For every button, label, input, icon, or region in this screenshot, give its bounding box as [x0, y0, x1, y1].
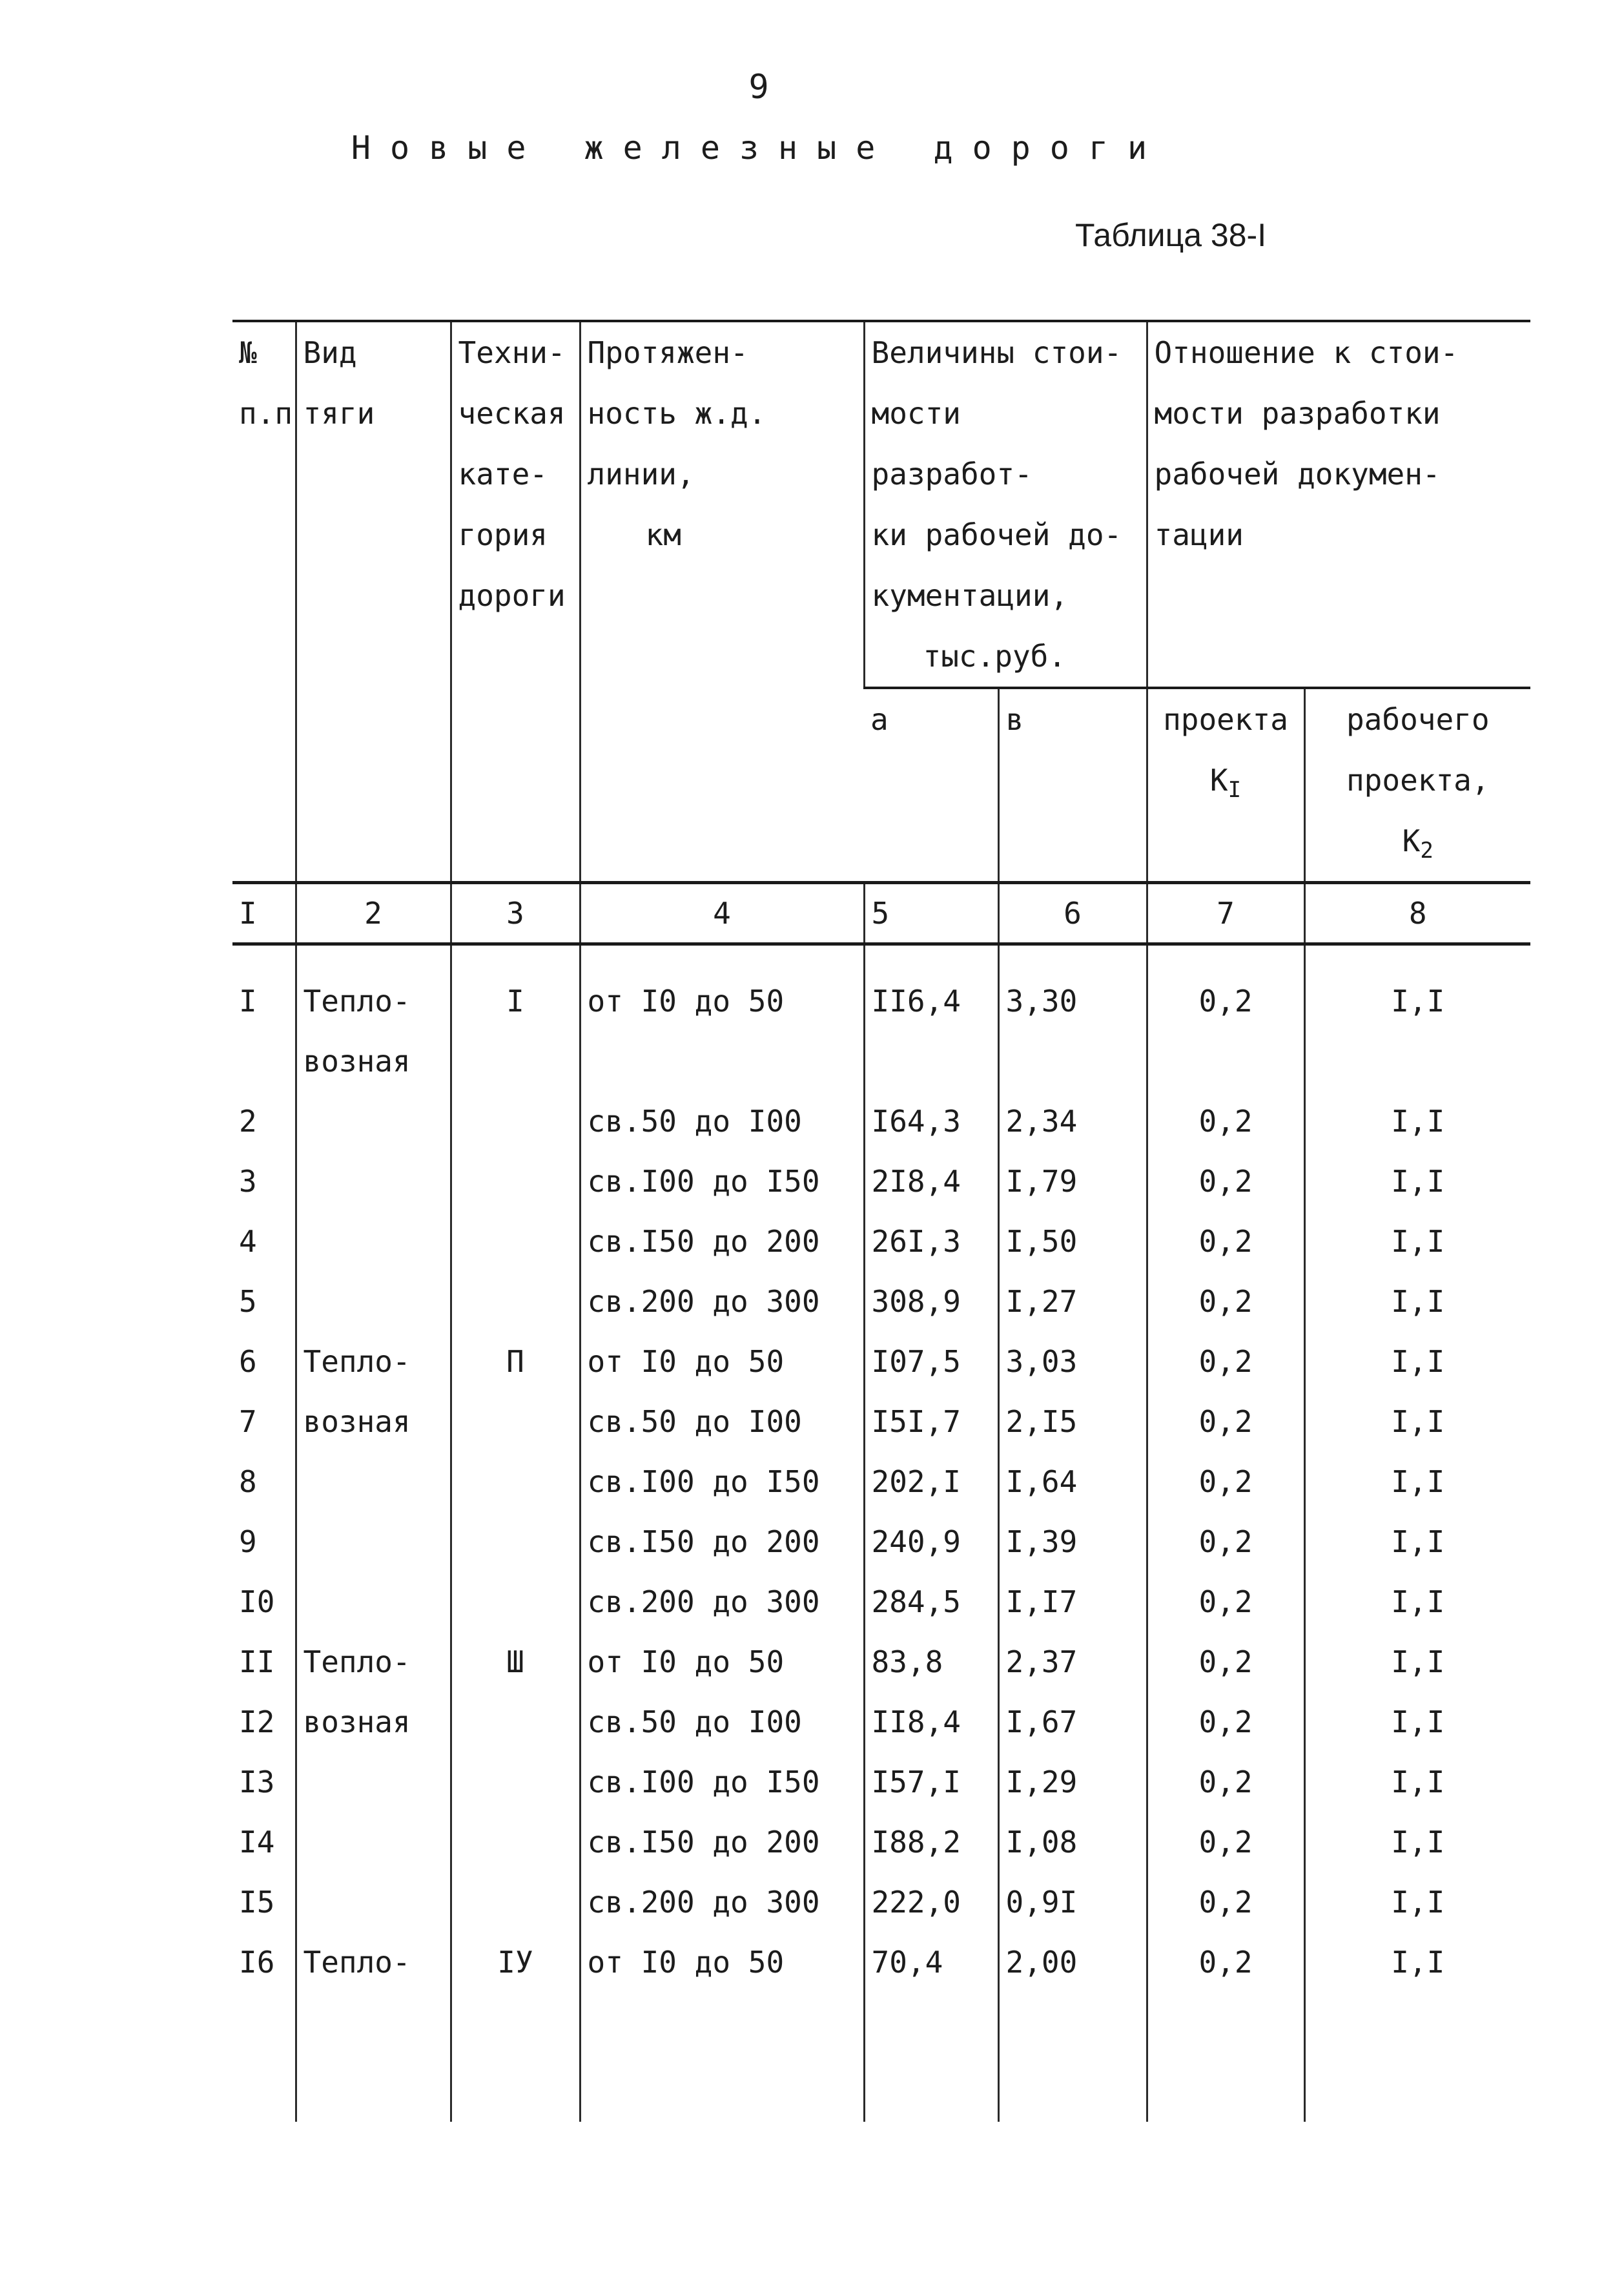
table-row: [232, 1512, 1530, 1572]
header-text: мости разработки: [1154, 396, 1441, 431]
cell-k1: 0,2: [1147, 1332, 1304, 1392]
cell-category: [451, 1272, 580, 1332]
column-numbers-row: [232, 883, 1530, 944]
cell-k2: I,I: [1304, 1332, 1530, 1392]
cell-k2: I,I: [1304, 944, 1530, 1092]
cell-k2: I,I: [1304, 1152, 1530, 1212]
cell-length: св.I00 до I50: [580, 1452, 864, 1512]
cell-a: 222,0: [864, 1872, 998, 1933]
cell-number: 5: [239, 1284, 257, 1320]
traction-line: Тепло-: [303, 984, 411, 1019]
cell-b: 2,I5: [998, 1392, 1147, 1452]
header-text: кате-: [458, 457, 548, 492]
traction-line: Тепло-: [303, 1644, 411, 1680]
header-text: км: [645, 517, 681, 552]
cell-number: 8: [239, 1464, 257, 1500]
cell-b: I,79: [998, 1152, 1147, 1212]
column-number: 2: [296, 883, 451, 944]
header-col-b: [998, 688, 1147, 883]
cell-a: 240,9: [864, 1512, 998, 1572]
cell-number: 9: [239, 1524, 257, 1560]
header-col-k1: [1147, 688, 1304, 883]
cell-number: I0: [239, 1584, 275, 1620]
cell-b: I,67: [998, 1692, 1147, 1752]
header-text: линии,: [587, 457, 695, 492]
header-text: Отношение к стои-: [1154, 335, 1459, 370]
cell-number: 6: [239, 1344, 257, 1380]
cell-b: I,27: [998, 1272, 1147, 1332]
cell-length: св.200 до 300: [580, 1272, 864, 1332]
header-text: ки рабочей до-: [871, 517, 1122, 552]
cell-b: 3,30: [998, 944, 1147, 1092]
column-number: 5: [864, 883, 998, 944]
cell-length: от I0 до 50: [580, 1933, 864, 1993]
cell-category: [451, 1752, 580, 1812]
cell-b: I,29: [998, 1752, 1147, 1812]
cell-k1: 0,2: [1147, 944, 1304, 1092]
cell-traction: [296, 1392, 451, 1452]
cell-k2: I,I: [1304, 1212, 1530, 1272]
header-text: Вид: [303, 335, 357, 370]
cell-traction: [296, 1933, 451, 1993]
cell-traction: [296, 1512, 451, 1572]
header-text: кументации,: [871, 578, 1069, 613]
header-text: проекта: [1163, 702, 1288, 737]
cell-b: I,64: [998, 1452, 1147, 1512]
cell-traction: [296, 1632, 451, 1692]
cell-number: 2: [239, 1104, 257, 1139]
table-row: [232, 1812, 1530, 1872]
cell-k2: I,I: [1304, 1812, 1530, 1872]
cell-number: I6: [239, 1945, 275, 1980]
table-caption: Таблица 38-I: [1075, 217, 1267, 253]
cell-k2: I,I: [1304, 1512, 1530, 1572]
cell-k2: I,I: [1304, 1452, 1530, 1512]
document-title: Новые железные дороги: [351, 129, 1167, 167]
cell-category: П: [451, 1332, 580, 1392]
table-row: [232, 1872, 1530, 1933]
header-text: тяги: [303, 396, 375, 431]
cell-category: [451, 1692, 580, 1752]
cell-a: 26I,3: [864, 1212, 998, 1272]
cell-number: 4: [239, 1224, 257, 1259]
cell-k1: 0,2: [1147, 1872, 1304, 1933]
column-number: 7: [1147, 883, 1304, 944]
header-text: К: [1209, 763, 1228, 798]
cell-length: св.I50 до 200: [580, 1812, 864, 1872]
cell-traction: [296, 1092, 451, 1152]
column-number: I: [232, 883, 296, 944]
cell-category: [451, 1572, 580, 1632]
header-text: тации: [1154, 517, 1244, 552]
cell-category: [451, 1092, 580, 1152]
empty-cell: [232, 1993, 296, 2122]
cell-category: [451, 1812, 580, 1872]
cell-number: I: [239, 984, 257, 1019]
cell-a: I07,5: [864, 1332, 998, 1392]
empty-cell: [998, 1993, 1147, 2122]
header-col-k2: [1304, 688, 1530, 883]
cell-k1: 0,2: [1147, 1152, 1304, 1212]
table-row: [232, 1572, 1530, 1632]
cell-length: св.50 до I00: [580, 1092, 864, 1152]
header-col-category: [451, 321, 580, 883]
cell-length: от I0 до 50: [580, 944, 864, 1092]
table-row: [232, 1632, 1530, 1692]
header-text: К: [1402, 824, 1421, 858]
header-text: №: [239, 335, 257, 370]
cell-length: св.I50 до 200: [580, 1212, 864, 1272]
traction-line: Тепло-: [303, 1344, 411, 1380]
cell-length: св.200 до 300: [580, 1572, 864, 1632]
cell-traction: [296, 1812, 451, 1872]
cell-a: I88,2: [864, 1812, 998, 1872]
cell-b: 2,34: [998, 1092, 1147, 1152]
header-col-number: [232, 321, 296, 883]
cell-k1: 0,2: [1147, 1272, 1304, 1332]
header-text: Техни-: [458, 335, 566, 370]
cell-k1: 0,2: [1147, 1752, 1304, 1812]
cell-k1: 0,2: [1147, 1392, 1304, 1452]
cell-number: 7: [239, 1404, 257, 1440]
empty-cell: [451, 1993, 580, 2122]
table-row: [232, 1452, 1530, 1512]
cell-k1: 0,2: [1147, 1632, 1304, 1692]
cell-k2: I,I: [1304, 1692, 1530, 1752]
cell-traction: [296, 1752, 451, 1812]
cell-number: I5: [239, 1885, 275, 1920]
header-text: рабочей докумен-: [1154, 457, 1441, 492]
cell-traction: [296, 1692, 451, 1752]
cell-b: I,08: [998, 1812, 1147, 1872]
table-row: [232, 1392, 1530, 1452]
traction-line: возная: [303, 1705, 411, 1740]
subscript: 2: [1420, 838, 1434, 864]
cell-number: I2: [239, 1705, 275, 1740]
cell-b: I,50: [998, 1212, 1147, 1272]
cell-k1: 0,2: [1147, 1812, 1304, 1872]
empty-cell: [580, 1993, 864, 2122]
cell-b: I,39: [998, 1512, 1147, 1572]
cell-b: 3,03: [998, 1332, 1147, 1392]
cell-a: 2I8,4: [864, 1152, 998, 1212]
cell-a: I57,I: [864, 1752, 998, 1812]
cell-a: 83,8: [864, 1632, 998, 1692]
table-row: [232, 1692, 1530, 1752]
cell-number: 3: [239, 1164, 257, 1199]
cell-k2: I,I: [1304, 1092, 1530, 1152]
cell-b: 0,9I: [998, 1872, 1147, 1933]
table-row: [232, 1752, 1530, 1812]
empty-cell: [1147, 1993, 1304, 2122]
header-text: Величины стои-: [871, 335, 1122, 370]
cell-number: I3: [239, 1765, 275, 1800]
empty-cell: [1304, 1993, 1530, 2122]
cell-category: [451, 1212, 580, 1272]
header-col-a: [864, 688, 998, 883]
cell-k1: 0,2: [1147, 1512, 1304, 1572]
cell-number: I4: [239, 1825, 275, 1860]
cell-k2: I,I: [1304, 1933, 1530, 1993]
cell-category: [451, 1152, 580, 1212]
cell-length: от I0 до 50: [580, 1632, 864, 1692]
table-row: [232, 1152, 1530, 1212]
cell-traction: [296, 1272, 451, 1332]
header-text: ность ж.д.: [587, 396, 766, 431]
cell-category: I: [451, 944, 580, 1092]
cell-length: св.200 до 300: [580, 1872, 864, 1933]
header-col-length: [580, 321, 864, 883]
cell-a: 284,5: [864, 1572, 998, 1632]
cell-traction: [296, 944, 451, 1092]
cell-traction: [296, 1452, 451, 1512]
table-row: [232, 944, 1530, 1092]
cell-k2: I,I: [1304, 1572, 1530, 1632]
cell-category: Ш: [451, 1632, 580, 1692]
cell-traction: [296, 1872, 451, 1933]
cell-length: св.I50 до 200: [580, 1512, 864, 1572]
header-row-top: [232, 321, 1530, 688]
cell-length: св.I00 до I50: [580, 1152, 864, 1212]
cell-b: I,I7: [998, 1572, 1147, 1632]
cell-length: св.50 до I00: [580, 1392, 864, 1452]
cell-a: 202,I: [864, 1452, 998, 1512]
column-number: 6: [998, 883, 1147, 944]
cell-a: II6,4: [864, 944, 998, 1092]
header-text: ческая: [458, 396, 566, 431]
cell-k1: 0,2: [1147, 1212, 1304, 1272]
table-body: [232, 944, 1530, 2122]
cell-traction: [296, 1212, 451, 1272]
cell-category: [451, 1392, 580, 1452]
cell-category: [451, 1452, 580, 1512]
cell-a: II8,4: [864, 1692, 998, 1752]
cell-k1: 0,2: [1147, 1092, 1304, 1152]
cell-number: II: [239, 1644, 275, 1680]
cell-length: св.50 до I00: [580, 1692, 864, 1752]
traction-line: возная: [303, 1404, 411, 1440]
table-row: [232, 1272, 1530, 1332]
cell-k2: I,I: [1304, 1392, 1530, 1452]
cell-category: [451, 1872, 580, 1933]
empty-cell: [296, 1993, 451, 2122]
header-text: дороги: [458, 578, 566, 613]
column-number: 4: [580, 883, 864, 944]
traction-line: Тепло-: [303, 1945, 411, 1980]
cell-k2: I,I: [1304, 1272, 1530, 1332]
header-text: а: [870, 702, 889, 737]
cell-traction: [296, 1152, 451, 1212]
cell-k2: I,I: [1304, 1752, 1530, 1812]
column-number: 8: [1304, 883, 1530, 944]
cell-a: I64,3: [864, 1092, 998, 1152]
cell-length: от I0 до 50: [580, 1332, 864, 1392]
traction-line: возная: [303, 1044, 411, 1079]
cell-k1: 0,2: [1147, 1452, 1304, 1512]
header-text: гория: [458, 517, 548, 552]
header-text: тыс.руб.: [923, 639, 1067, 674]
empty-cell: [864, 1993, 998, 2122]
cell-traction: [296, 1572, 451, 1632]
header-text: Протяжен-: [587, 335, 748, 370]
table-row: [232, 1212, 1530, 1272]
header-text: п.п: [239, 396, 293, 431]
header-group-cost: [864, 321, 1147, 688]
page-number: 9: [748, 68, 769, 107]
cell-k1: 0,2: [1147, 1692, 1304, 1752]
header-col-traction: [296, 321, 451, 883]
table-tail-space: [232, 1993, 1530, 2122]
header-text: рабочего: [1346, 702, 1490, 737]
cell-length: св.I00 до I50: [580, 1752, 864, 1812]
cell-b: 2,00: [998, 1933, 1147, 1993]
table-row: [232, 1332, 1530, 1392]
cell-a: 70,4: [864, 1933, 998, 1993]
table-row: [232, 1092, 1530, 1152]
cell-traction: [296, 1332, 451, 1392]
cell-b: 2,37: [998, 1632, 1147, 1692]
cell-category: [451, 1512, 580, 1572]
cell-k1: 0,2: [1147, 1572, 1304, 1632]
cell-k1: 0,2: [1147, 1933, 1304, 1993]
header-text: мости разработ-: [871, 396, 1033, 492]
cell-a: I5I,7: [864, 1392, 998, 1452]
header-group-ratio: [1147, 321, 1530, 688]
cost-table: [232, 320, 1530, 2122]
header-text: проекта,: [1346, 763, 1490, 798]
subscript: I: [1228, 777, 1242, 803]
cell-k2: I,I: [1304, 1632, 1530, 1692]
cell-k2: I,I: [1304, 1872, 1530, 1933]
cell-a: 308,9: [864, 1272, 998, 1332]
header-text: в: [1005, 702, 1024, 737]
cell-category: IУ: [451, 1933, 580, 1993]
table-row: [232, 1933, 1530, 1993]
column-number: 3: [451, 883, 580, 944]
